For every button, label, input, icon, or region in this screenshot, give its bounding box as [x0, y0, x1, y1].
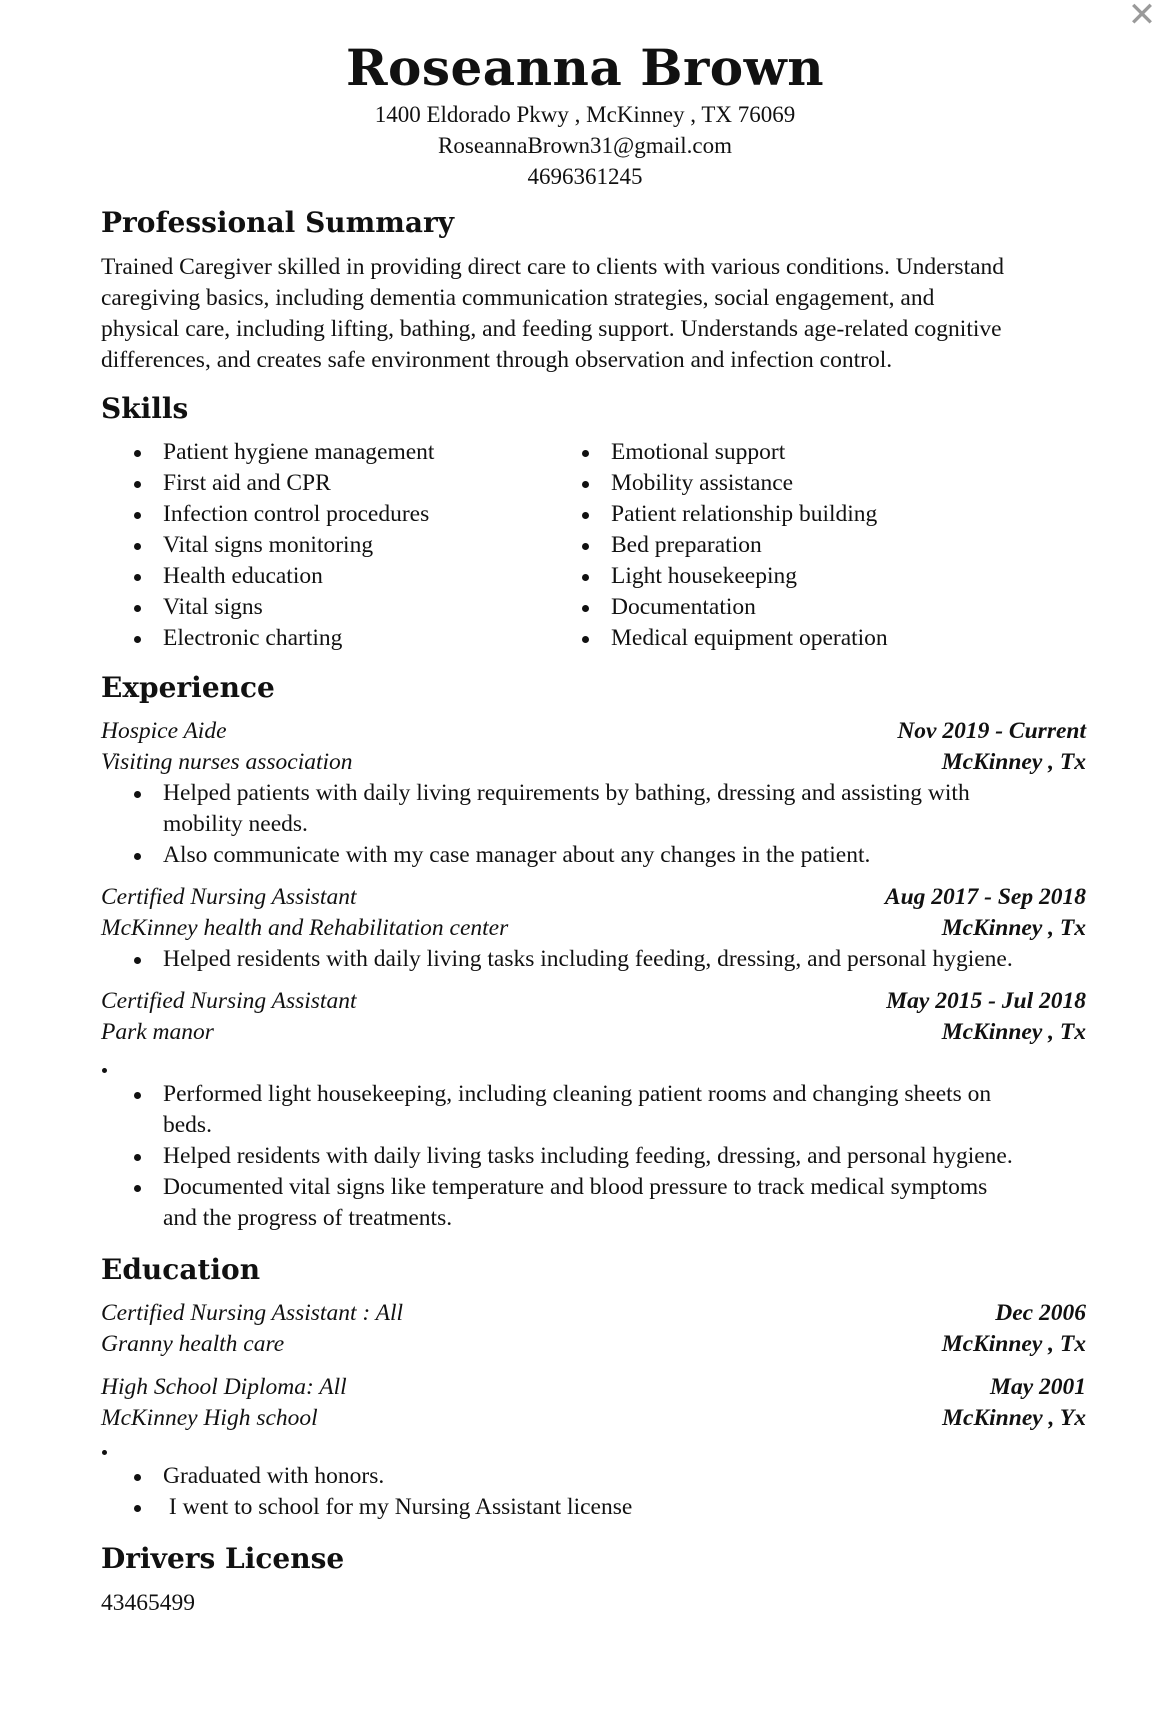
license-number: 43465499	[101, 1590, 195, 1616]
skill-item: Medical equipment operation	[579, 623, 888, 654]
bullet-line: Documented vital signs like temperature and blood pressure to track medical symptoms	[163, 1174, 988, 1200]
job-title: Hospice Aide	[101, 718, 227, 744]
list-item: I went to school for my Nursing Assistant license	[101, 1492, 1086, 1523]
job-dates: May 2015 - Jul 2018	[886, 988, 1086, 1014]
education-school-row	[101, 1329, 1086, 1360]
education-degree-row	[101, 1298, 1086, 1329]
contact-phone: 4696361245	[527, 164, 643, 189]
skill-item: Bed preparation	[579, 530, 888, 561]
education-bullets	[101, 1461, 1086, 1523]
job-bullets	[101, 944, 1086, 975]
job-location: McKinney , Tx	[941, 1019, 1086, 1045]
skill-item: Emotional support	[579, 437, 888, 468]
empty-bullet	[102, 1068, 107, 1073]
job-title-row	[101, 882, 1086, 913]
skill-item: Light housekeeping	[579, 561, 888, 592]
education-school: McKinney High school	[101, 1405, 318, 1431]
education-location: McKinney , Tx	[941, 1331, 1086, 1357]
bullet-line: Also communicate with my case manager about any changes in the patient.	[163, 842, 871, 868]
list-item	[101, 1172, 1086, 1234]
bullet-line: mobility needs.	[163, 811, 308, 837]
skill-item: Electronic charting	[131, 623, 434, 654]
skill-item: Infection control procedures	[131, 499, 434, 530]
education-location: McKinney , Yx	[942, 1405, 1086, 1431]
summary-line: physical care, including lifting, bathing, and feeding support. Understands age-related cognitive	[101, 316, 1002, 342]
summary-text	[101, 252, 1086, 376]
summary-line: Trained Caregiver skilled in providing direct care to clients with various conditions. Understand	[101, 254, 1005, 280]
education-school-row	[101, 1403, 1086, 1434]
summary-line: differences, and creates safe environment through observation and infection control.	[101, 347, 893, 373]
job-title: Certified Nursing Assistant	[101, 884, 357, 910]
empty-bullet	[102, 1450, 107, 1455]
candidate-name: Roseanna Brown	[345, 38, 825, 97]
summary-line: caregiving basics, including dementia communication strategies, social engagement, and	[101, 285, 935, 311]
job-employer: Park manor	[101, 1019, 214, 1045]
bullet-line: Performed light housekeeping, including cleaning patient rooms and changing sheets on	[163, 1081, 992, 1107]
list-item	[101, 1141, 1086, 1172]
education-date: May 2001	[990, 1374, 1086, 1400]
job-location: McKinney , Tx	[941, 749, 1086, 775]
education-degree: High School Diploma: All	[101, 1374, 347, 1400]
job-location: McKinney , Tx	[941, 915, 1086, 941]
job-bullets	[101, 778, 1086, 871]
summary-heading: Professional Summary	[101, 206, 455, 239]
skill-item: Health education	[131, 561, 434, 592]
skills-heading: Skills	[101, 392, 189, 425]
contact-address: 1400 Eldorado Pkwy , McKinney , TX 76069	[374, 102, 796, 127]
education-date: Dec 2006	[995, 1300, 1086, 1326]
license-heading: Drivers License	[101, 1542, 345, 1575]
bullet-line: Helped patients with daily living requirements by bathing, dressing and assisting with	[163, 780, 970, 806]
skill-item: Mobility assistance	[579, 468, 888, 499]
bullet-line: beds.	[163, 1112, 212, 1138]
job-employer-row	[101, 913, 1086, 944]
contact-email: RoseannaBrown31@gmail.com	[438, 133, 732, 158]
experience-heading: Experience	[101, 671, 275, 704]
bullet-line: and the progress of treatments.	[163, 1205, 453, 1231]
list-item	[101, 778, 1086, 840]
skill-item: Vital signs monitoring	[131, 530, 434, 561]
job-title-row	[101, 716, 1086, 747]
skills-list-left	[131, 437, 434, 654]
education-school: Granny health care	[101, 1331, 285, 1357]
education-degree: Certified Nursing Assistant : All	[101, 1300, 404, 1326]
list-item	[101, 840, 1086, 871]
skill-item: Vital signs	[131, 592, 434, 623]
list-item	[101, 1079, 1086, 1141]
close-icon[interactable]: ✕	[1127, 0, 1157, 35]
education-heading: Education	[101, 1253, 261, 1286]
bullet-line: Helped residents with daily living tasks including feeding, dressing, and personal hygiene.	[163, 1143, 1013, 1169]
job-dates: Aug 2017 - Sep 2018	[884, 884, 1086, 910]
skill-item: Patient hygiene management	[131, 437, 434, 468]
skills-list-right	[579, 437, 888, 654]
job-employer-row	[101, 747, 1086, 778]
job-employer: Visiting nurses association	[101, 749, 353, 775]
list-item: Graduated with honors.	[101, 1461, 1086, 1492]
list-item	[101, 944, 1086, 975]
job-employer-row	[101, 1017, 1086, 1048]
job-employer: McKinney health and Rehabilitation center	[101, 915, 509, 941]
skill-item: Patient relationship building	[579, 499, 888, 530]
skill-item: Documentation	[579, 592, 888, 623]
job-title: Certified Nursing Assistant	[101, 988, 357, 1014]
bullet-line: Helped residents with daily living tasks including feeding, dressing, and personal hygiene.	[163, 946, 1013, 972]
job-title-row	[101, 986, 1086, 1017]
skill-item: First aid and CPR	[131, 468, 434, 499]
education-degree-row	[101, 1372, 1086, 1403]
job-bullets	[101, 1079, 1086, 1234]
job-dates: Nov 2019 - Current	[897, 718, 1086, 744]
